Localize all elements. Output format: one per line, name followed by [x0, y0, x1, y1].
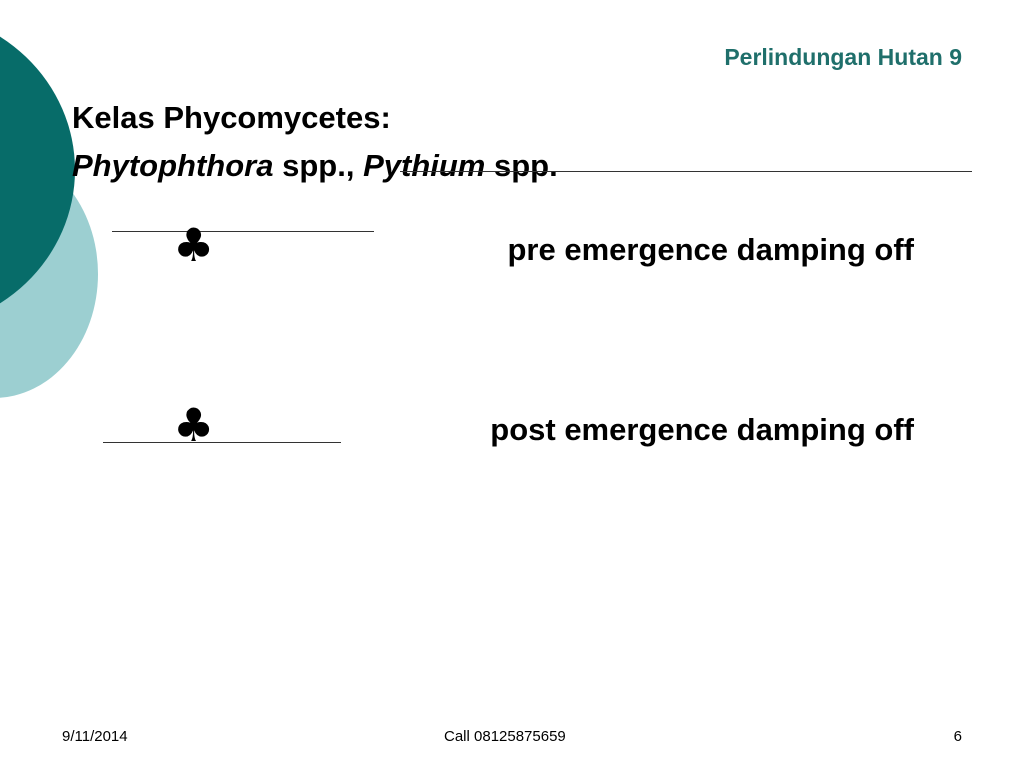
- blank-line-1: [112, 231, 374, 232]
- club-suit-icon: ♣: [173, 218, 215, 272]
- item-post-emergence: post emergence damping off: [490, 412, 914, 447]
- genus-pythium: Pythium: [363, 148, 486, 183]
- spp-label-2: spp.: [485, 148, 558, 183]
- club-suit-icon: ♣: [173, 398, 215, 452]
- genus-phytophthora: Phytophthora: [72, 148, 274, 183]
- heading-underline: [400, 171, 972, 172]
- item-pre-emergence: pre emergence damping off: [507, 232, 914, 267]
- heading-class: Kelas Phycomycetes:: [72, 100, 391, 135]
- footer-date: 9/11/2014: [62, 728, 128, 745]
- heading-genera: [72, 148, 558, 184]
- footer-page-number: 6: [953, 728, 962, 745]
- footer-contact: Call 08125875659: [444, 728, 566, 745]
- spp-label-1: spp.,: [273, 148, 364, 183]
- blank-line-2: [103, 442, 341, 443]
- slide-header-title: Perlindungan Hutan 9: [724, 44, 962, 70]
